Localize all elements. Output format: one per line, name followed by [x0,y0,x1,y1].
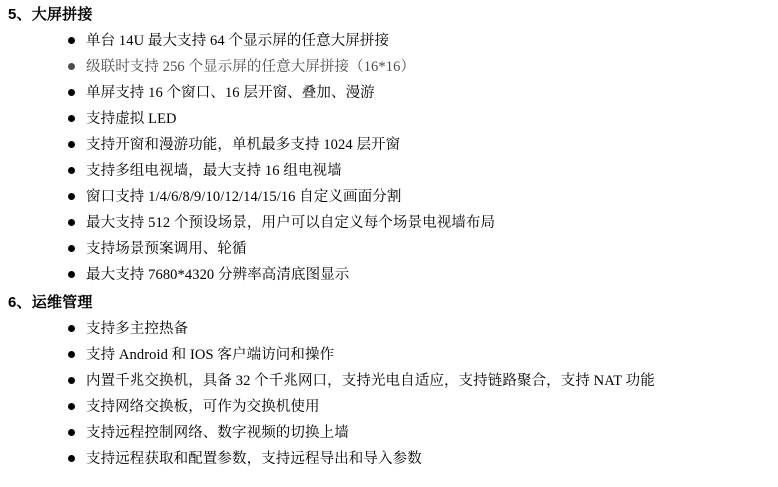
bullet-icon [68,236,75,262]
section-operation-maintenance [0,292,778,472]
section-number: 6、 [8,294,32,311]
list-item-text: 支持 Android 和 IOS 客户端访问和操作 [86,347,335,363]
list-item-text: 最大支持 7680*4320 分辨率高清底图显示 [86,267,350,283]
list-item-text: 支持场景预案调用、轮循 [86,241,247,257]
bullet-icon [68,132,75,158]
bullet-icon [68,368,75,394]
list-item-text: 内置千兆交换机，具备 32 个千兆网口，支持光电自适应，支持链路聚合，支持 NAT 功能 [86,373,655,389]
list-item [0,80,778,106]
section-heading [0,4,778,26]
list-item [0,158,778,184]
list-item [0,394,778,420]
list-item-text: 窗口支持 1/4/6/8/9/10/12/14/15/16 自定义画面分割 [86,189,402,205]
list-item-text: 支持远程获取和配置参数，支持远程导出和导入参数 [86,451,422,467]
bullet-icon [68,262,75,288]
section-title: 运维管理 [31,294,93,311]
list-item-text: 支持多组电视墙，最大支持 16 组电视墙 [86,163,342,179]
list-item [0,368,778,394]
list-item-text: 支持多主控热备 [86,321,189,337]
section-large-screen-splicing [0,4,778,288]
list-item-text: 单台 14U 最大支持 64 个显示屏的任意大屏拼接 [86,33,390,49]
bullet-icon [68,54,75,80]
section-heading [0,292,778,314]
bullet-icon [68,210,75,236]
list-item-text: 单屏支持 16 个窗口、16 层开窗、叠加、漫游 [86,85,375,101]
list-item-text: 最大支持 512 个预设场景，用户可以自定义每个场景电视墙布局 [86,215,496,231]
list-item [0,132,778,158]
list-item [0,316,778,342]
list-item [0,342,778,368]
bullet-icon [68,106,75,132]
list-item [0,106,778,132]
bullet-icon [68,184,75,210]
list-item [0,420,778,446]
list-item [0,184,778,210]
bullet-icon [68,28,75,54]
list-item [0,446,778,472]
list-item-text: 支持开窗和漫游功能，单机最多支持 1024 层开窗 [86,137,401,153]
section-number: 5、 [8,6,32,23]
list-item [0,262,778,288]
bullet-icon [68,80,75,106]
bullet-icon [68,446,75,472]
list-item-text: 支持远程控制网络、数字视频的切换上墙 [86,425,349,441]
list-item [0,28,778,54]
bullet-icon [68,342,75,368]
section-title: 大屏拼接 [31,6,93,23]
bullet-list [0,28,778,288]
list-item-text: 支持网络交换板，可作为交换机使用 [86,399,320,415]
list-item [0,210,778,236]
list-item-text: 支持虚拟 LED [86,111,177,127]
bullet-icon [68,158,75,184]
bullet-list [0,316,778,472]
list-item [0,236,778,262]
bullet-icon [68,394,75,420]
document-page [0,4,778,487]
bullet-icon [68,420,75,446]
list-item [0,54,778,80]
list-item-text: 级联时支持 256 个显示屏的任意大屏拼接（16*16） [86,59,416,75]
bullet-icon [68,316,75,342]
